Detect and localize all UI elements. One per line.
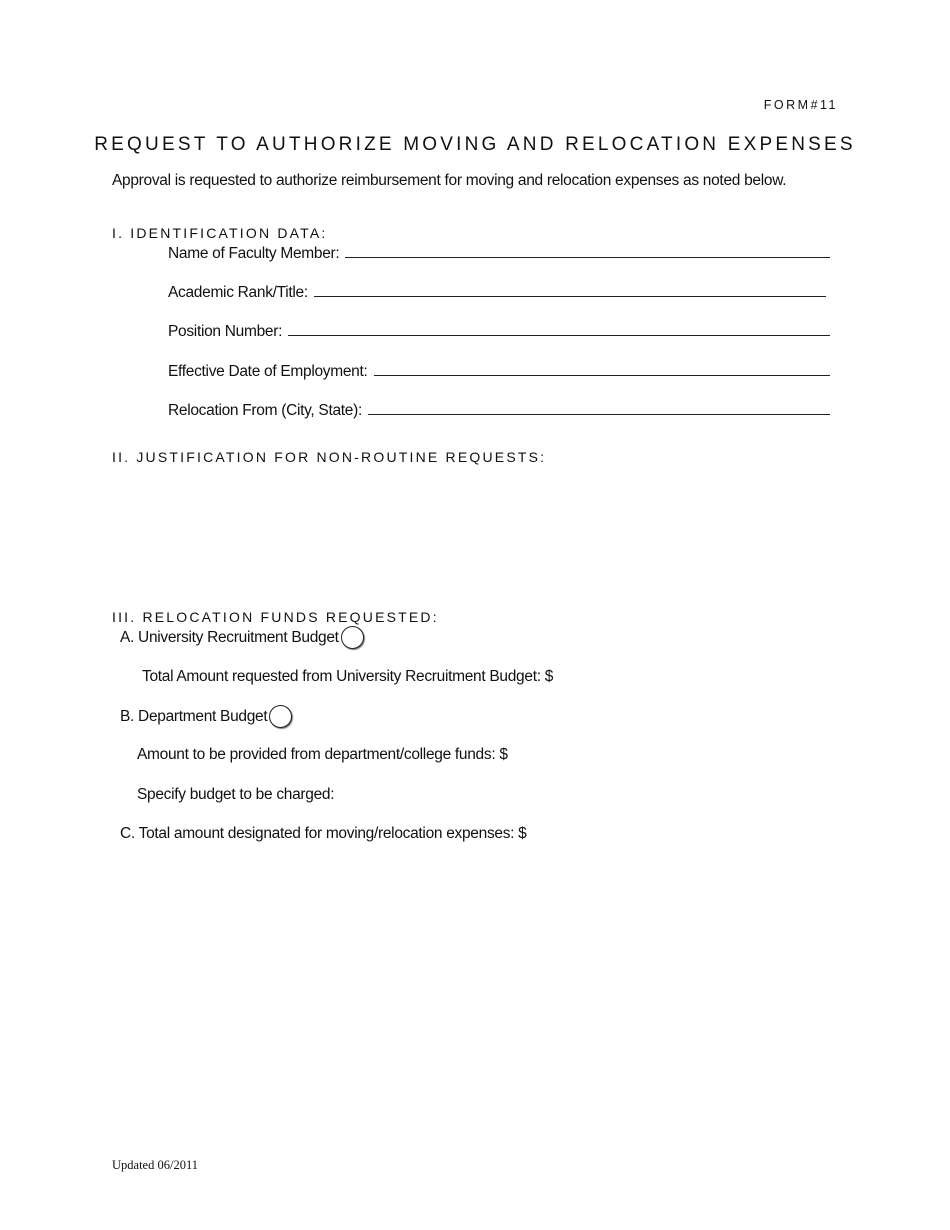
total-amount-label: C. Total amount designated for moving/relocation expenses: $: [120, 825, 527, 842]
department-amount-label: Amount to be provided from department/college funds: $: [137, 746, 508, 763]
department-budget-option[interactable]: [120, 705, 292, 728]
effective-date-input-line[interactable]: [374, 363, 831, 376]
total-amount-row[interactable]: [120, 825, 527, 843]
faculty-name-input-line[interactable]: [345, 245, 830, 258]
university-budget-option[interactable]: [120, 626, 364, 649]
section-identification-heading: I. IDENTIFICATION DATA:: [112, 225, 328, 241]
academic-rank-field[interactable]: [168, 284, 826, 302]
faculty-name-label: Name of Faculty Member:: [168, 245, 340, 262]
form-number: FORM#11: [763, 98, 838, 112]
position-number-field[interactable]: [168, 323, 830, 341]
specify-budget-label: Specify budget to be charged:: [137, 786, 335, 803]
position-number-input-line[interactable]: [288, 323, 830, 336]
justification-text-area[interactable]: [112, 472, 832, 602]
relocation-from-input-line[interactable]: [368, 402, 830, 415]
department-amount-row[interactable]: [137, 746, 508, 764]
university-budget-radio[interactable]: [341, 626, 364, 649]
position-number-label: Position Number:: [168, 323, 283, 340]
academic-rank-input-line[interactable]: [314, 284, 826, 297]
relocation-from-field[interactable]: [168, 402, 830, 420]
page-title: REQUEST TO AUTHORIZE MOVING AND RELOCATION EXPENSES: [94, 134, 856, 155]
effective-date-field[interactable]: [168, 363, 830, 381]
section-justification-heading: II. JUSTIFICATION FOR NON-ROUTINE REQUESTS:: [112, 449, 547, 465]
university-amount-row[interactable]: [142, 668, 553, 686]
updated-date: Updated 06/2011: [112, 1158, 198, 1172]
section-funds-heading: III. RELOCATION FUNDS REQUESTED:: [112, 609, 439, 625]
department-budget-radio[interactable]: [269, 705, 292, 728]
intro-text: Approval is requested to authorize reimbursement for moving and relocation expenses as noted below.: [112, 172, 787, 189]
university-budget-label: A. University Recruitment Budget: [120, 628, 339, 646]
specify-budget-row[interactable]: [137, 786, 334, 804]
department-budget-label: B. Department Budget: [120, 707, 268, 725]
relocation-from-label: Relocation From (City, State):: [168, 402, 362, 419]
university-amount-label: Total Amount requested from University Recruitment Budget: $: [142, 668, 554, 685]
academic-rank-label: Academic Rank/Title:: [168, 284, 308, 301]
effective-date-label: Effective Date of Employment:: [168, 363, 368, 380]
faculty-name-field[interactable]: [168, 245, 830, 263]
